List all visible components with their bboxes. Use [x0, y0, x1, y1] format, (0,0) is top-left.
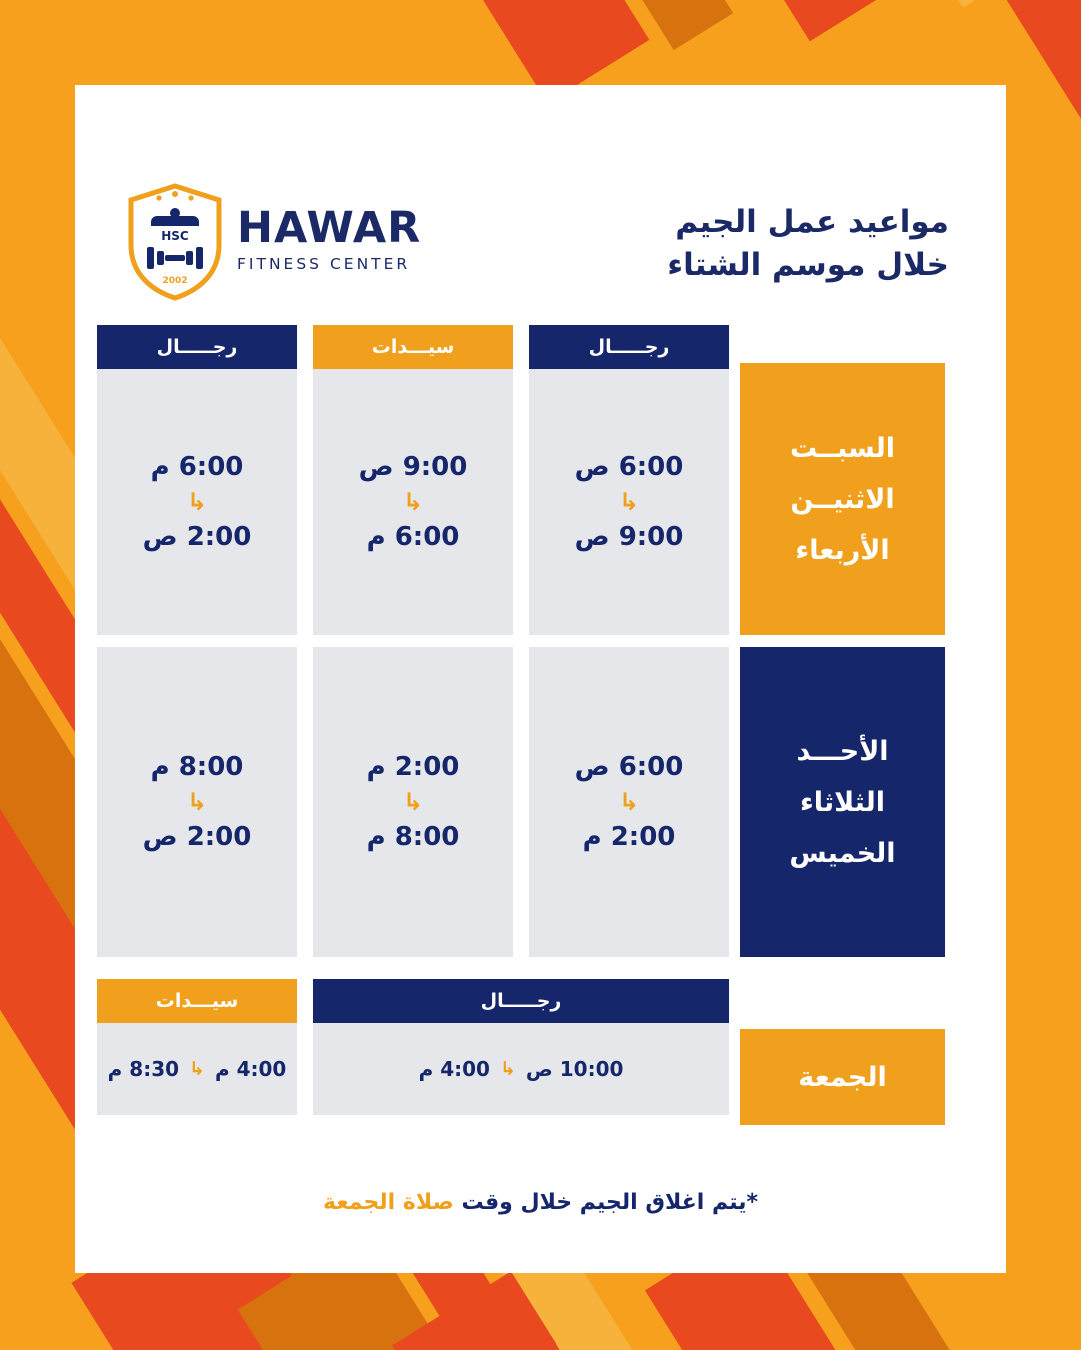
time-from: 10:00 ص	[525, 1057, 624, 1081]
arrow-icon: ↳	[618, 788, 640, 816]
day-label: الثلاثاء	[800, 786, 885, 818]
svg-text:2002: 2002	[162, 276, 188, 286]
slot-times	[313, 1023, 729, 1115]
logo-name: HAWAR	[237, 203, 422, 253]
schedule-grid	[107, 325, 945, 1125]
time-from: 6:00 ص	[574, 452, 684, 482]
time-from: 9:00 ص	[358, 452, 468, 482]
slot-times	[313, 647, 513, 957]
time-to: 8:00 م	[366, 822, 460, 852]
logo-wordmark	[237, 203, 422, 273]
arrow-icon: ↳	[499, 1057, 516, 1080]
footnote-highlight: صلاة الجمعة	[323, 1190, 454, 1215]
brand-logo	[127, 183, 457, 303]
time-from: 6:00 ص	[574, 752, 684, 782]
arrow-icon: ↳	[189, 1057, 205, 1080]
slot-header: رجـــــال	[529, 325, 729, 369]
schedule-slot	[529, 325, 729, 635]
arrow-icon: ↳	[402, 488, 424, 516]
slot-header: رجـــــال	[97, 325, 297, 369]
schedule-slot	[313, 647, 513, 957]
schedule-slot	[313, 325, 513, 635]
day-label: الجمعة	[798, 1061, 887, 1093]
time-from: 4:00 م	[214, 1057, 287, 1081]
schedule-slot	[97, 325, 297, 635]
day-group-1	[740, 363, 945, 635]
schedule-row	[107, 979, 945, 1125]
day-group-3	[740, 1029, 945, 1125]
slot-header: رجـــــال	[313, 979, 729, 1023]
day-label: الأربعاء	[795, 534, 890, 566]
schedule-slot	[529, 647, 729, 957]
slot-times	[97, 1023, 297, 1115]
time-to: 6:00 م	[366, 522, 460, 552]
page-title-line1: مواعيد عمل الجيم	[675, 204, 949, 240]
time-to: 9:00 ص	[574, 522, 684, 552]
time-to: 8:30 م	[107, 1057, 180, 1081]
time-to: 2:00 م	[582, 822, 676, 852]
schedule-slot	[97, 979, 297, 1115]
time-to: 2:00 ص	[142, 522, 252, 552]
time-from: 2:00 م	[366, 752, 460, 782]
day-label: الخميس	[789, 837, 896, 869]
shield-icon	[127, 183, 223, 301]
time-from: 8:00 م	[150, 752, 244, 782]
slot-times	[97, 647, 297, 957]
schedule-row	[136, 647, 945, 967]
schedule-slot	[97, 647, 297, 957]
arrow-icon: ↳	[186, 488, 208, 516]
bg-stripe	[197, 0, 733, 50]
time-from: 6:00 م	[150, 452, 244, 482]
slot-times	[97, 369, 297, 635]
day-label: الاثنيــن	[790, 483, 895, 515]
svg-text:HSC: HSC	[161, 229, 189, 243]
page-title	[667, 201, 949, 287]
poster-header	[75, 133, 1006, 286]
schedule-slot	[313, 979, 729, 1115]
schedule-row	[136, 325, 945, 635]
slot-times	[313, 369, 513, 635]
arrow-icon: ↳	[186, 788, 208, 816]
time-to: 4:00 م	[418, 1057, 490, 1081]
page-title-line2: خلال موسم الشتاء	[667, 246, 949, 283]
day-group-2	[740, 647, 945, 957]
day-label: السبــت	[790, 432, 895, 464]
slot-header: سيـــدات	[313, 325, 513, 369]
time-to: 2:00 ص	[142, 822, 252, 852]
poster-card	[75, 85, 1006, 1273]
footnote	[75, 1190, 1006, 1215]
slot-times	[529, 647, 729, 957]
arrow-icon: ↳	[618, 488, 640, 516]
arrow-icon: ↳	[402, 788, 424, 816]
footnote-text: *يتم اغلاق الجيم خلال وقت	[453, 1190, 758, 1215]
slot-header: سيـــدات	[97, 979, 297, 1023]
day-label: الأحـــد	[796, 735, 889, 767]
slot-times	[529, 369, 729, 635]
logo-tagline: FITNESS CENTER	[237, 255, 411, 273]
